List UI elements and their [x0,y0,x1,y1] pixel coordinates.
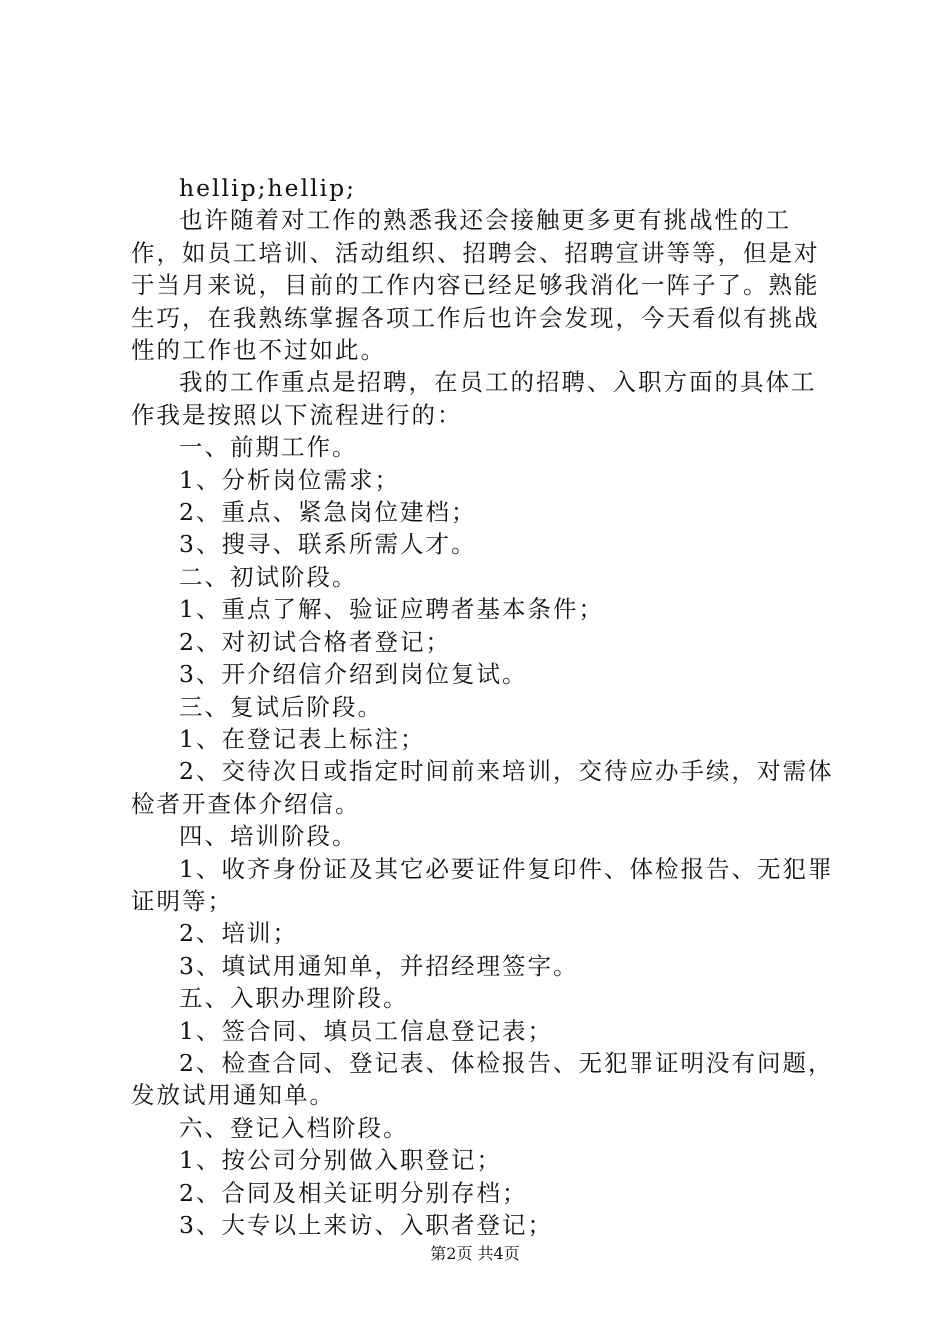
paragraph: 1、收齐身份证及其它必要证件复印件、体检报告、无犯罪证明等； [131,854,834,915]
paragraph: 三、复试后阶段。 [179,692,383,721]
paragraph: 二、初试阶段。 [179,562,358,591]
paragraph: 1、签合同、填员工信息登记表； [179,1016,553,1045]
paragraph: 3、填试用通知单，并招经理签字。 [179,951,579,980]
paragraph: 也许随着对工作的熟悉我还会接触更多更有挑战性的工作，如员工培训、活动组织、招聘会、招聘宣讲等等，但是对于当月来说，目前的工作内容已经足够我消化一阵子了。熟能生巧，在我熟练掌握各项工作后也许会发现，今天看似有挑战性的工作也不过如此。 [131,206,820,365]
paragraph: 2、培训； [179,919,298,948]
paragraph: 3、搜寻、联系所需人才。 [179,530,477,559]
paragraph: 六、登记入档阶段。 [179,1113,409,1142]
paragraph: 1、在登记表上标注； [179,724,426,753]
paragraph: 2、检查合同、登记表、体检报告、无犯罪证明没有问题，发放试用通知单。 [131,1048,834,1110]
paragraph: 一、前期工作。 [179,433,358,462]
paragraph: 2、重点、紧急岗位建档； [179,498,477,527]
paragraph: 四、培训阶段。 [179,822,358,851]
page-footer: 第2页 共4页 [430,1244,520,1263]
paragraph: hellip;hellip; [179,174,357,202]
paragraph: 2、合同及相关证明分别存档； [179,1178,528,1207]
paragraph: 3、开介绍信介绍到岗位复试。 [179,660,528,689]
paragraph: 2、交待次日或指定时间前来培训，交待应办手续，对需体检者开查体介绍信。 [131,757,834,818]
paragraph: 3、大专以上来访、入职者登记； [179,1211,553,1239]
paragraph: 1、重点了解、验证应聘者基本条件； [179,595,604,624]
document-body [131,172,841,1241]
paragraph: 我的工作重点是招聘，在员工的招聘、入职方面的具体工作我是按照以下流程进行的： [131,368,817,429]
paragraph: 五、入职办理阶段。 [179,984,409,1013]
paragraph: 1、分析岗位需求； [179,465,400,494]
paragraph: 1、按公司分别做入职登记； [179,1146,502,1175]
paragraph: 2、对初试合格者登记； [179,627,451,656]
